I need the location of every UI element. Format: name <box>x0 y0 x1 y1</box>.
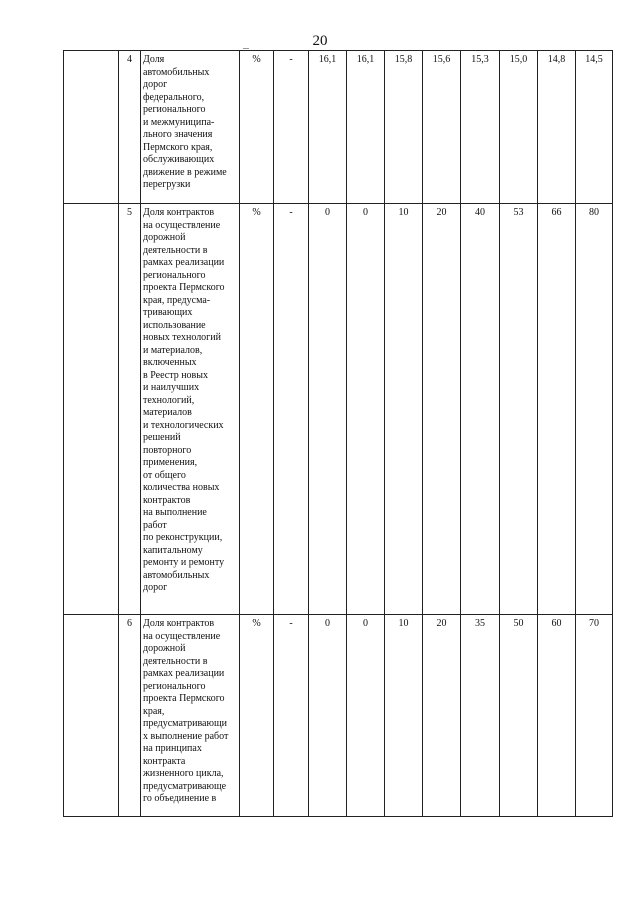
row-number: 6 <box>119 615 141 817</box>
row-number: 4 <box>119 51 141 204</box>
indicator-table <box>63 50 613 817</box>
blank-cell <box>64 615 119 817</box>
value-cell: 0 <box>309 615 347 817</box>
value-cell: 70 <box>576 615 613 817</box>
table-row <box>64 204 613 615</box>
blank-cell <box>64 51 119 204</box>
value-cell: 60 <box>538 615 576 817</box>
indicator-name: Доля автомобильных дорог федерального, регионального и межмуниципа- льного значения Пермского края, обслуживающих движение в режиме перегрузки <box>141 51 240 204</box>
value-cell: 20 <box>423 204 461 615</box>
value-cell: 50 <box>500 615 538 817</box>
value-cell: 15,3 <box>461 51 500 204</box>
value-cell: 0 <box>309 204 347 615</box>
scan-mark <box>243 48 249 49</box>
value-cell: 40 <box>461 204 500 615</box>
value-cell: 0 <box>347 615 385 817</box>
value-cell: 16,1 <box>309 51 347 204</box>
indicator-name: Доля контрактов на осуществление дорожной деятельности в рамках реализации регионального проекта Пермского края, предусма- тривающих использование новых технологий и материалов, включенных в Реестр новых и наилучших технологий, материалов и технологических решений повторного применения, от общего количества новых контрактов на выполнение работ по реконструкции, капитальному ремонту и ремонту автомобильных дорог <box>141 204 240 615</box>
value-cell: 14,5 <box>576 51 613 204</box>
value-cell: 16,1 <box>347 51 385 204</box>
value-cell: 53 <box>500 204 538 615</box>
value-cell: 20 <box>423 615 461 817</box>
value-cell: 80 <box>576 204 613 615</box>
value-cell: 35 <box>461 615 500 817</box>
table-row <box>64 615 613 817</box>
base-value-cell: - <box>274 51 309 204</box>
table-row <box>64 51 613 204</box>
value-cell: 15,6 <box>423 51 461 204</box>
base-value-cell: - <box>274 204 309 615</box>
row-number: 5 <box>119 204 141 615</box>
value-cell: 15,0 <box>500 51 538 204</box>
base-value-cell: - <box>274 615 309 817</box>
value-cell: 10 <box>385 204 423 615</box>
value-cell: 14,8 <box>538 51 576 204</box>
value-cell: 66 <box>538 204 576 615</box>
unit-cell: % <box>240 615 274 817</box>
blank-cell <box>64 204 119 615</box>
value-cell: 0 <box>347 204 385 615</box>
unit-cell: % <box>240 204 274 615</box>
page-number: 20 <box>312 33 328 49</box>
value-cell: 15,8 <box>385 51 423 204</box>
unit-cell: % <box>240 51 274 204</box>
value-cell: 10 <box>385 615 423 817</box>
indicator-name: Доля контрактов на осуществление дорожной деятельности в рамках реализации регионального проекта Пермского края, предусматривающи х выполнение работ на принципах контракта жизненного цикла, предусматривающе го объединение в <box>141 615 240 817</box>
